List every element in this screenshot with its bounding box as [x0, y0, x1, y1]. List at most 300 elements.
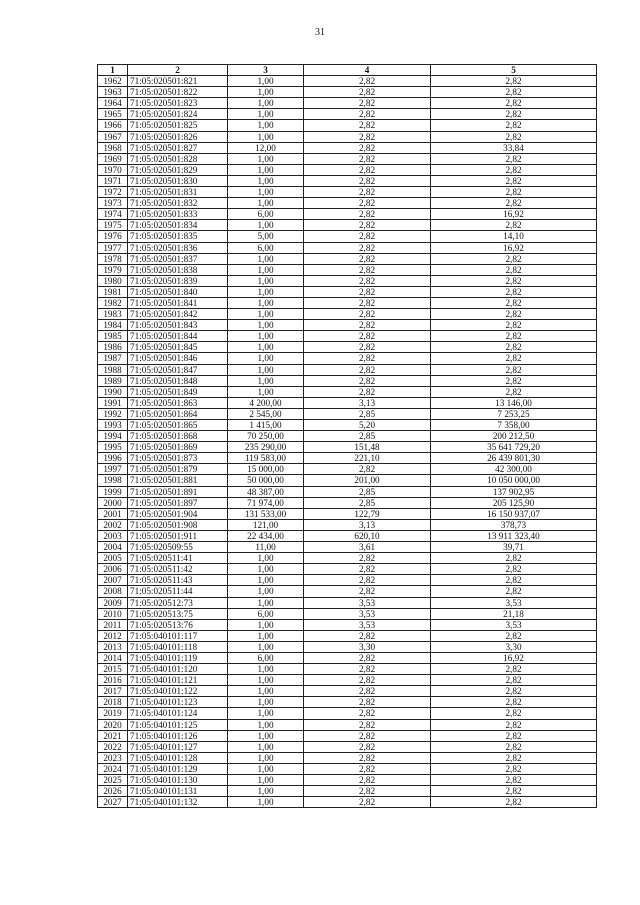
- cell-area: 1,00: [228, 198, 304, 209]
- cell-row-number: 2019: [98, 708, 128, 719]
- cell-area: 1,00: [228, 364, 304, 375]
- cell-row-number: 1963: [98, 87, 128, 98]
- cell-total: 2,82: [431, 286, 597, 297]
- cell-cadastral-number: 71:05:020501:863: [128, 397, 228, 408]
- cell-rate: 2,82: [304, 553, 431, 564]
- table-row: [98, 763, 597, 774]
- cell-area: 2 545,00: [228, 408, 304, 419]
- cell-row-number: 2027: [98, 797, 128, 808]
- cell-area: 6,00: [228, 652, 304, 663]
- cell-area: 1,00: [228, 175, 304, 186]
- cell-area: 71 974,00: [228, 497, 304, 508]
- cell-row-number: 1985: [98, 331, 128, 342]
- cell-rate: 2,82: [304, 786, 431, 797]
- cell-area: 1,00: [228, 664, 304, 675]
- cell-row-number: 1977: [98, 242, 128, 253]
- cell-cadastral-number: 71:05:020501:829: [128, 164, 228, 175]
- cell-area: 1,00: [228, 353, 304, 364]
- cell-row-number: 2014: [98, 652, 128, 663]
- table-row: [98, 220, 597, 231]
- table-row: [98, 453, 597, 464]
- cell-rate: 2,85: [304, 431, 431, 442]
- cell-cadastral-number: 71:05:020501:846: [128, 353, 228, 364]
- cell-area: 1,00: [228, 153, 304, 164]
- cell-total: 137 902,95: [431, 486, 597, 497]
- table-row: [98, 775, 597, 786]
- cell-cadastral-number: 71:05:020501:834: [128, 220, 228, 231]
- cell-row-number: 2001: [98, 508, 128, 519]
- cell-area: 48 387,00: [228, 486, 304, 497]
- cell-cadastral-number: 71:05:020501:865: [128, 420, 228, 431]
- cell-row-number: 2006: [98, 564, 128, 575]
- cell-total: 200 212,50: [431, 431, 597, 442]
- cell-total: 2,82: [431, 220, 597, 231]
- cell-rate: 3,30: [304, 641, 431, 652]
- cell-total: 2,82: [431, 741, 597, 752]
- cell-area: 1,00: [228, 375, 304, 386]
- cell-total: 2,82: [431, 120, 597, 131]
- cell-row-number: 1981: [98, 286, 128, 297]
- cell-cadastral-number: 71:05:040101:127: [128, 741, 228, 752]
- cell-rate: 2,82: [304, 153, 431, 164]
- table-row: [98, 486, 597, 497]
- cell-row-number: 1987: [98, 353, 128, 364]
- cell-rate: 2,82: [304, 686, 431, 697]
- cell-area: 1,00: [228, 741, 304, 752]
- cell-cadastral-number: 71:05:020512:73: [128, 597, 228, 608]
- cell-area: 50 000,00: [228, 475, 304, 486]
- cell-row-number: 1971: [98, 175, 128, 186]
- table-row: [98, 408, 597, 419]
- cell-row-number: 1986: [98, 342, 128, 353]
- cell-area: 1,00: [228, 708, 304, 719]
- cell-rate: 2,82: [304, 331, 431, 342]
- cell-area: 1,00: [228, 164, 304, 175]
- cell-row-number: 2008: [98, 586, 128, 597]
- cell-row-number: 1974: [98, 209, 128, 220]
- cell-rate: 2,82: [304, 220, 431, 231]
- cell-rate: 2,82: [304, 76, 431, 87]
- cell-area: 11,00: [228, 542, 304, 553]
- cell-cadastral-number: 71:05:040101:119: [128, 652, 228, 663]
- cell-area: 1,00: [228, 686, 304, 697]
- cell-rate: 2,82: [304, 564, 431, 575]
- cell-area: 1,00: [228, 630, 304, 641]
- cell-total: 2,82: [431, 763, 597, 774]
- cell-total: 2,82: [431, 275, 597, 286]
- table-body: [98, 76, 597, 808]
- cell-row-number: 1997: [98, 464, 128, 475]
- cell-cadastral-number: 71:05:040101:129: [128, 763, 228, 774]
- cell-rate: 201,00: [304, 475, 431, 486]
- cell-rate: 2,82: [304, 586, 431, 597]
- cell-rate: 2,82: [304, 719, 431, 730]
- cell-rate: 2,82: [304, 697, 431, 708]
- cell-total: 13 911 323,40: [431, 530, 597, 541]
- cell-cadastral-number: 71:05:020501:832: [128, 198, 228, 209]
- cell-cadastral-number: 71:05:020501:827: [128, 142, 228, 153]
- table-row: [98, 597, 597, 608]
- cell-total: 2,82: [431, 87, 597, 98]
- cell-area: 119 583,00: [228, 453, 304, 464]
- table-row: [98, 264, 597, 275]
- cell-area: 131 533,00: [228, 508, 304, 519]
- column-header-3: 3: [228, 65, 304, 76]
- cell-row-number: 1999: [98, 486, 128, 497]
- cell-rate: 2,82: [304, 253, 431, 264]
- table-row: [98, 530, 597, 541]
- cell-total: 2,82: [431, 109, 597, 120]
- cell-total: 2,82: [431, 198, 597, 209]
- cell-rate: 2,82: [304, 231, 431, 242]
- cell-row-number: 2002: [98, 519, 128, 530]
- cell-rate: 2,82: [304, 264, 431, 275]
- cell-cadastral-number: 71:05:040101:130: [128, 775, 228, 786]
- cell-row-number: 2020: [98, 719, 128, 730]
- cell-row-number: 1980: [98, 275, 128, 286]
- cell-total: 2,82: [431, 775, 597, 786]
- cell-total: 2,82: [431, 375, 597, 386]
- cell-total: 35 641 729,20: [431, 442, 597, 453]
- table-row: [98, 297, 597, 308]
- cell-row-number: 1994: [98, 431, 128, 442]
- cell-total: 2,82: [431, 664, 597, 675]
- cell-total: 16,92: [431, 652, 597, 663]
- cell-rate: 2,82: [304, 741, 431, 752]
- cell-area: 1,00: [228, 76, 304, 87]
- table-row: [98, 375, 597, 386]
- cell-area: 1,00: [228, 586, 304, 597]
- cell-rate: 2,82: [304, 309, 431, 320]
- cell-area: 6,00: [228, 608, 304, 619]
- cell-total: 2,82: [431, 342, 597, 353]
- cell-rate: 3,53: [304, 608, 431, 619]
- table-row: [98, 708, 597, 719]
- table-row: [98, 719, 597, 730]
- cell-row-number: 2012: [98, 630, 128, 641]
- cell-rate: 2,82: [304, 175, 431, 186]
- cell-row-number: 2026: [98, 786, 128, 797]
- cell-area: 1,00: [228, 597, 304, 608]
- cell-rate: 620,10: [304, 530, 431, 541]
- cell-row-number: 2009: [98, 597, 128, 608]
- cell-total: 21,18: [431, 608, 597, 619]
- table-row: [98, 686, 597, 697]
- table-row: [98, 752, 597, 763]
- cell-row-number: 1978: [98, 253, 128, 264]
- cell-total: 33,84: [431, 142, 597, 153]
- table-row: [98, 353, 597, 364]
- cell-row-number: 2000: [98, 497, 128, 508]
- cell-total: 2,82: [431, 386, 597, 397]
- cell-rate: 2,82: [304, 730, 431, 741]
- cell-cadastral-number: 71:05:020501:830: [128, 175, 228, 186]
- cell-cadastral-number: 71:05:040101:124: [128, 708, 228, 719]
- cell-cadastral-number: 71:05:040101:122: [128, 686, 228, 697]
- cell-cadastral-number: 71:05:020513:75: [128, 608, 228, 619]
- cell-rate: 2,82: [304, 575, 431, 586]
- cell-area: 1,00: [228, 719, 304, 730]
- cell-row-number: 2021: [98, 730, 128, 741]
- cell-area: 1,00: [228, 730, 304, 741]
- cell-area: 1,00: [228, 264, 304, 275]
- cell-cadastral-number: 71:05:020501:824: [128, 109, 228, 120]
- cell-area: 5,00: [228, 231, 304, 242]
- cell-area: 1,00: [228, 342, 304, 353]
- cell-cadastral-number: 71:05:020501:845: [128, 342, 228, 353]
- table-row: [98, 275, 597, 286]
- table-row: [98, 542, 597, 553]
- cell-rate: 2,82: [304, 320, 431, 331]
- cell-total: 16,92: [431, 242, 597, 253]
- cell-area: 121,00: [228, 519, 304, 530]
- cell-total: 2,82: [431, 586, 597, 597]
- cell-rate: 2,82: [304, 364, 431, 375]
- cell-total: 2,82: [431, 153, 597, 164]
- cell-row-number: 2018: [98, 697, 128, 708]
- table-row: [98, 98, 597, 109]
- cell-rate: 2,82: [304, 464, 431, 475]
- cell-rate: 2,82: [304, 375, 431, 386]
- table-row: [98, 475, 597, 486]
- cell-total: 205 125,90: [431, 497, 597, 508]
- cell-cadastral-number: 71:05:040101:126: [128, 730, 228, 741]
- cell-rate: 221,10: [304, 453, 431, 464]
- cell-row-number: 2017: [98, 686, 128, 697]
- table-row: [98, 519, 597, 530]
- cell-row-number: 1984: [98, 320, 128, 331]
- cell-rate: 2,85: [304, 408, 431, 419]
- cell-cadastral-number: 71:05:020501:825: [128, 120, 228, 131]
- table-row: [98, 342, 597, 353]
- cell-cadastral-number: 71:05:020501:837: [128, 253, 228, 264]
- table-row: [98, 619, 597, 630]
- cell-row-number: 1989: [98, 375, 128, 386]
- cell-cadastral-number: 71:05:020501:897: [128, 497, 228, 508]
- cell-rate: 2,82: [304, 209, 431, 220]
- cell-row-number: 2004: [98, 542, 128, 553]
- cell-area: 1,00: [228, 763, 304, 774]
- cell-row-number: 1970: [98, 164, 128, 175]
- cell-rate: 2,82: [304, 142, 431, 153]
- cell-row-number: 2016: [98, 675, 128, 686]
- cell-total: 2,82: [431, 630, 597, 641]
- table-row: [98, 120, 597, 131]
- cell-cadastral-number: 71:05:040101:128: [128, 752, 228, 763]
- cell-total: 2,82: [431, 309, 597, 320]
- cell-rate: 2,82: [304, 708, 431, 719]
- cell-rate: 2,82: [304, 342, 431, 353]
- table-row: [98, 431, 597, 442]
- cell-total: 378,73: [431, 519, 597, 530]
- cell-total: 2,82: [431, 331, 597, 342]
- cell-total: 2,82: [431, 253, 597, 264]
- cell-cadastral-number: 71:05:020501:831: [128, 187, 228, 198]
- cell-rate: 2,82: [304, 386, 431, 397]
- cell-rate: 122,79: [304, 508, 431, 519]
- cell-area: 1,00: [228, 797, 304, 808]
- cell-cadastral-number: 71:05:020501:839: [128, 275, 228, 286]
- cell-row-number: 1975: [98, 220, 128, 231]
- cell-row-number: 1962: [98, 76, 128, 87]
- cell-area: 235 290,00: [228, 442, 304, 453]
- cell-total: 7 253,25: [431, 408, 597, 419]
- cell-total: 26 439 801,30: [431, 453, 597, 464]
- table-row: [98, 652, 597, 663]
- cell-cadastral-number: 71:05:020501:873: [128, 453, 228, 464]
- cell-rate: 2,82: [304, 775, 431, 786]
- cell-row-number: 1991: [98, 397, 128, 408]
- cell-row-number: 1972: [98, 187, 128, 198]
- table-row: [98, 87, 597, 98]
- cell-row-number: 1993: [98, 420, 128, 431]
- cell-total: 2,82: [431, 76, 597, 87]
- cell-row-number: 1995: [98, 442, 128, 453]
- cell-total: 2,82: [431, 297, 597, 308]
- column-header-5: 5: [431, 65, 597, 76]
- column-header-1: 1: [98, 65, 128, 76]
- table-row: [98, 497, 597, 508]
- cell-rate: 2,82: [304, 797, 431, 808]
- cell-total: 2,82: [431, 131, 597, 142]
- cell-cadastral-number: 71:05:020511:42: [128, 564, 228, 575]
- cell-area: 1,00: [228, 331, 304, 342]
- table-row: [98, 187, 597, 198]
- cell-total: 2,82: [431, 553, 597, 564]
- cell-cadastral-number: 71:05:020501:821: [128, 76, 228, 87]
- cell-row-number: 2003: [98, 530, 128, 541]
- cell-row-number: 1967: [98, 131, 128, 142]
- cell-cadastral-number: 71:05:020501:828: [128, 153, 228, 164]
- cell-area: 1,00: [228, 131, 304, 142]
- cell-total: 39,71: [431, 542, 597, 553]
- cell-cadastral-number: 71:05:020509:55: [128, 542, 228, 553]
- table-row: [98, 664, 597, 675]
- table-row: [98, 608, 597, 619]
- cell-cadastral-number: 71:05:020501:847: [128, 364, 228, 375]
- table-row: [98, 741, 597, 752]
- cell-cadastral-number: 71:05:020511:43: [128, 575, 228, 586]
- cell-row-number: 1983: [98, 309, 128, 320]
- cell-total: 16 150 937,07: [431, 508, 597, 519]
- cell-area: 1,00: [228, 564, 304, 575]
- cell-cadastral-number: 71:05:020501:908: [128, 519, 228, 530]
- table-row: [98, 730, 597, 741]
- cell-rate: 2,85: [304, 497, 431, 508]
- cell-area: 1,00: [228, 786, 304, 797]
- cell-rate: 2,85: [304, 486, 431, 497]
- cell-rate: 2,82: [304, 275, 431, 286]
- table-row: [98, 641, 597, 652]
- cell-row-number: 1996: [98, 453, 128, 464]
- cell-cadastral-number: 71:05:020501:842: [128, 309, 228, 320]
- cell-row-number: 2010: [98, 608, 128, 619]
- cell-cadastral-number: 71:05:020501:823: [128, 98, 228, 109]
- cell-row-number: 1976: [98, 231, 128, 242]
- cell-area: 1,00: [228, 675, 304, 686]
- cell-area: 15 000,00: [228, 464, 304, 475]
- cell-rate: 3,13: [304, 519, 431, 530]
- cell-rate: 2,82: [304, 664, 431, 675]
- cell-row-number: 2011: [98, 619, 128, 630]
- cell-cadastral-number: 71:05:040101:120: [128, 664, 228, 675]
- table-row: [98, 153, 597, 164]
- cell-total: 3,53: [431, 597, 597, 608]
- cell-row-number: 2023: [98, 752, 128, 763]
- cell-row-number: 2024: [98, 763, 128, 774]
- cell-cadastral-number: 71:05:020501:864: [128, 408, 228, 419]
- cell-total: 2,82: [431, 264, 597, 275]
- cell-cadastral-number: 71:05:020501:835: [128, 231, 228, 242]
- cell-total: 7 358,00: [431, 420, 597, 431]
- cell-area: 1,00: [228, 220, 304, 231]
- table-row: [98, 442, 597, 453]
- cell-area: 1 415,00: [228, 420, 304, 431]
- table-row: [98, 175, 597, 186]
- cell-total: 2,82: [431, 797, 597, 808]
- cell-row-number: 2007: [98, 575, 128, 586]
- cell-total: 3,53: [431, 619, 597, 630]
- cell-cadastral-number: 71:05:040101:118: [128, 641, 228, 652]
- cell-area: 70 250,00: [228, 431, 304, 442]
- cell-cadastral-number: 71:05:020501:848: [128, 375, 228, 386]
- cell-rate: 2,82: [304, 87, 431, 98]
- cell-total: 2,82: [431, 730, 597, 741]
- cell-area: 1,00: [228, 641, 304, 652]
- cell-rate: 2,82: [304, 630, 431, 641]
- data-table: [97, 64, 597, 808]
- cell-area: 1,00: [228, 575, 304, 586]
- cell-rate: 2,82: [304, 98, 431, 109]
- cell-cadastral-number: 71:05:020501:891: [128, 486, 228, 497]
- cell-area: 4 200,00: [228, 397, 304, 408]
- table-row: [98, 242, 597, 253]
- table-row: [98, 364, 597, 375]
- cell-rate: 2,82: [304, 763, 431, 774]
- cell-area: 12,00: [228, 142, 304, 153]
- cell-cadastral-number: 71:05:020501:836: [128, 242, 228, 253]
- cell-total: 42 300,00: [431, 464, 597, 475]
- cell-rate: 2,82: [304, 675, 431, 686]
- cell-area: 1,00: [228, 286, 304, 297]
- cell-total: 13 146,00: [431, 397, 597, 408]
- cell-cadastral-number: 71:05:040101:125: [128, 719, 228, 730]
- cell-rate: 2,82: [304, 131, 431, 142]
- table-row: [98, 253, 597, 264]
- cell-row-number: 1964: [98, 98, 128, 109]
- cell-area: 1,00: [228, 752, 304, 763]
- table-row: [98, 464, 597, 475]
- table-row: [98, 320, 597, 331]
- cell-total: 2,82: [431, 697, 597, 708]
- cell-total: 10 050 000,00: [431, 475, 597, 486]
- cell-rate: 2,82: [304, 109, 431, 120]
- cell-total: 2,82: [431, 675, 597, 686]
- table-row: [98, 286, 597, 297]
- column-header-2: 2: [128, 65, 228, 76]
- table-row: [98, 76, 597, 87]
- page-number: 31: [315, 27, 325, 38]
- cell-row-number: 1979: [98, 264, 128, 275]
- cell-total: 3,30: [431, 641, 597, 652]
- cell-row-number: 1992: [98, 408, 128, 419]
- table-row: [98, 697, 597, 708]
- table-row: [98, 564, 597, 575]
- cell-total: 2,82: [431, 708, 597, 719]
- cell-cadastral-number: 71:05:020501:841: [128, 297, 228, 308]
- cell-row-number: 2005: [98, 553, 128, 564]
- cell-total: 2,82: [431, 752, 597, 763]
